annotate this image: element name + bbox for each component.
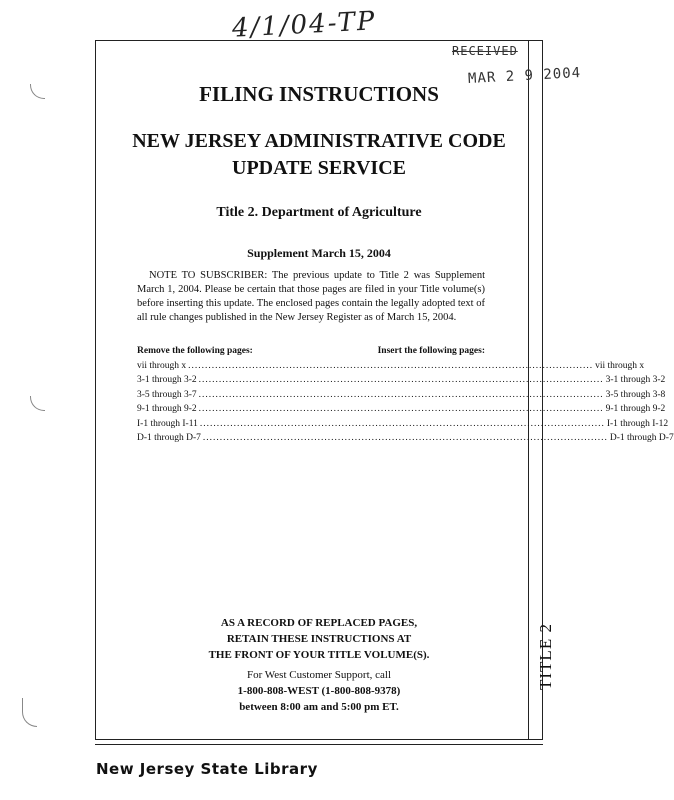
dot-leader: ........................................................................................................................ [188,360,594,371]
insert-pages: 9-1 through 9-2 [605,404,666,414]
page-title: FILING INSTRUCTIONS [199,82,439,106]
record-instructions [95,615,543,663]
remove-pages: vii through x [137,360,187,371]
department-heading: Title 2. Department of Agriculture [216,205,422,220]
stamp-date: MAR 2 9 2004 [467,65,582,87]
support-line1: For West Customer Support, call [246,669,392,681]
subscriber-note-text: NOTE TO SUBSCRIBER: The previous update to Title 2 was Supplement March 1, 2004. Please be certain that those pages are filed in your Title volume(s) before inserting this update. The enclosed pages contain the legally adopted text of all rule changes published in the New Jersey Register as of March 15, 2004. [137,270,485,323]
page-row [137,388,666,403]
code-title-line2: UPDATE SERVICE [232,157,406,179]
insert-pages: 3-5 through 3-8 [605,389,666,400]
received-stamp: RECEIVED [452,44,518,58]
side-tab-title: TITLE 2 [536,623,555,690]
supplement-heading: Supplement March 15, 2004 [247,246,391,260]
remove-pages: 9-1 through 9-2 [137,404,197,414]
record-line2: RETAIN THESE INSTRUCTIONS AT [226,633,412,645]
insert-pages: vii through x [595,360,645,371]
code-title-line1: NEW JERSEY ADMINISTRATIVE CODE [132,130,506,152]
pages-list-header [137,344,485,359]
support-hours: between 8:00 am and 5:00 pm ET. [239,701,399,713]
page-row [137,359,645,374]
subscriber-note [137,269,485,325]
customer-support [95,667,543,715]
record-line1: AS A RECORD OF REPLACED PAGES, [220,617,418,629]
page-row [137,431,674,446]
insert-pages: D-1 through D-7 [609,433,674,443]
punch-hole-mark [30,84,45,99]
page-row [137,373,666,388]
insert-header: Insert the following pages: [377,346,485,356]
support-phone: 1-800-808-WEST (1-800-808-9378) [237,685,401,697]
remove-pages: I-1 through I-11 [137,418,198,429]
page-row [137,417,669,432]
handwritten-note: 4/1/04-TP [231,6,378,44]
remove-pages: 3-5 through 3-7 [137,389,197,400]
code-title [95,128,543,182]
insert-pages: 3-1 through 3-2 [605,375,666,385]
remove-header: Remove the following pages: [137,346,253,356]
dot-leader: ........................................................................................................................ [198,404,604,414]
insert-pages: I-1 through I-12 [606,418,669,429]
remove-pages: D-1 through D-7 [137,433,201,443]
library-stamp: New Jersey State Library [96,760,318,778]
dot-leader: ........................................................................................................................ [198,375,604,385]
page-row [137,402,666,417]
dot-leader: ........................................................................................................................ [199,418,605,429]
remove-pages: 3-1 through 3-2 [137,375,197,385]
record-line3: THE FRONT OF YOUR TITLE VOLUME(S). [208,649,430,661]
frame-bottom-rule [95,744,543,745]
punch-hole-mark [30,396,45,411]
punch-hole-mark [22,698,37,727]
dot-leader: ........................................................................................................................ [198,389,604,400]
pages-list [137,344,674,446]
dot-leader: ........................................................................................................................ [202,433,608,443]
